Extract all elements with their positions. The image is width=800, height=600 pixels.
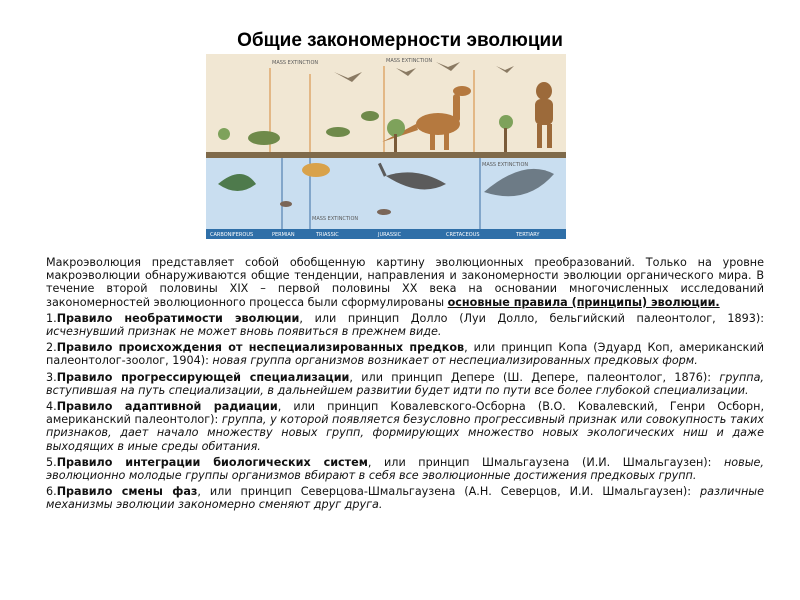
main-text — [46, 256, 764, 512]
period-label: TERTIARY — [516, 232, 540, 238]
rule-definition: группа, вступившая на путь специализации, в дальнейшем развитии будет идти по пути все более глубокой специализации. — [46, 370, 764, 397]
rule-item — [46, 312, 764, 338]
intro-paragraph — [46, 256, 764, 309]
period-label: CARBONIFEROUS — [210, 232, 254, 238]
extinction-label: MASS EXTINCTION — [312, 216, 359, 222]
rule-name: Правило интеграции биологических систем — [56, 455, 368, 469]
period-label: TRIASSIC — [316, 232, 339, 238]
extinction-label: MASS EXTINCTION — [272, 60, 319, 66]
rule-item — [46, 341, 764, 367]
rule-definition: различные механизмы эволюции закономерно сменяют друг друга. — [46, 485, 764, 512]
period-label: PERMIAN — [272, 232, 295, 238]
evolution-timeline-svg — [206, 54, 566, 239]
rule-item — [46, 371, 764, 397]
rule-intro: , или принцип Северцова-Шмальгаузена (А.Н. Северцов, И.И. Шмальгаузен): — [197, 485, 701, 499]
rule-number: 4. — [46, 400, 57, 414]
timeline-bar — [206, 152, 566, 158]
period-label: CRETACEOUS — [446, 232, 480, 238]
rule-intro: , или принцип Ковалевского-Осборна (В.О. Ковалевский, Генри Осборн, американский палеонтолог): — [46, 400, 765, 427]
extinction-label: MASS EXTINCTION — [386, 58, 433, 64]
rule-intro: , или принцип Копа (Эдуард Коп, американский палеонтолог-зоолог, 1904): — [46, 341, 764, 368]
rule-name: Правило адаптивной радиации — [56, 400, 278, 414]
rule-name: Правило смены фаз — [56, 485, 198, 499]
rule-item — [46, 400, 764, 453]
period-label: JURASSIC — [378, 232, 402, 238]
rule-definition: новые, эволюционно молодые группы организмов вбирают в себя все эволюционные достижения предковых групп. — [46, 455, 764, 483]
rule-item — [46, 456, 764, 482]
rule-definition: новая группа организмов возникает от неспециализированных предковых форм. — [212, 354, 698, 368]
ichthyosaur-icon — [302, 163, 330, 177]
rule-intro: , или принцип Шмальгаузена (И.И. Шмальгаузен): — [367, 455, 724, 469]
rule-definition: группа, у которой появляется безусловно прогрессивный признак или совокупность таких признаков, дает начало множеству новых групп, формирующих множество новых экологических ниш и даже выходящих в иные среды обитания. — [46, 413, 764, 453]
rule-item — [46, 485, 764, 511]
page-title: Общие закономерности эволюции — [237, 30, 563, 51]
rule-number: 5. — [46, 455, 57, 469]
rule-name: Правило происхождения от неспециализированных предков — [56, 341, 465, 355]
intro-text: Макроэволюция представляет собой обобщенную картину эволюционных преобразований. Только на уровне макроэволюции обнаруживаются общие тенденции, направления и закономерности эволюции органического мира. В течение второй половины XIX – первой половины XX века на основании многочисленных исследований закономерностей эволюционного процесса были сформулированы — [46, 256, 764, 309]
intro-highlight: основные правила (принципы) эволюции. — [447, 295, 720, 309]
extinction-label: MASS EXTINCTION — [482, 162, 529, 168]
rule-number: 6. — [46, 485, 57, 499]
evolution-timeline-illustration — [206, 54, 566, 239]
rule-name: Правило прогрессирующей специализации — [56, 370, 350, 384]
rule-number: 2. — [46, 341, 57, 355]
rule-name: Правило необратимости эволюции — [56, 311, 300, 325]
rule-intro: , или принцип Долло (Луи Долло, бельгийский палеонтолог, 1893): — [299, 311, 764, 325]
rule-number: 3. — [46, 370, 57, 384]
rule-definition: исчезнувший признак не может вновь появиться в прежнем виде. — [46, 325, 442, 339]
rule-intro: , или принцип Депере (Ш. Депере, палеонтолог, 1876): — [349, 370, 720, 384]
rule-number: 1. — [46, 311, 57, 325]
